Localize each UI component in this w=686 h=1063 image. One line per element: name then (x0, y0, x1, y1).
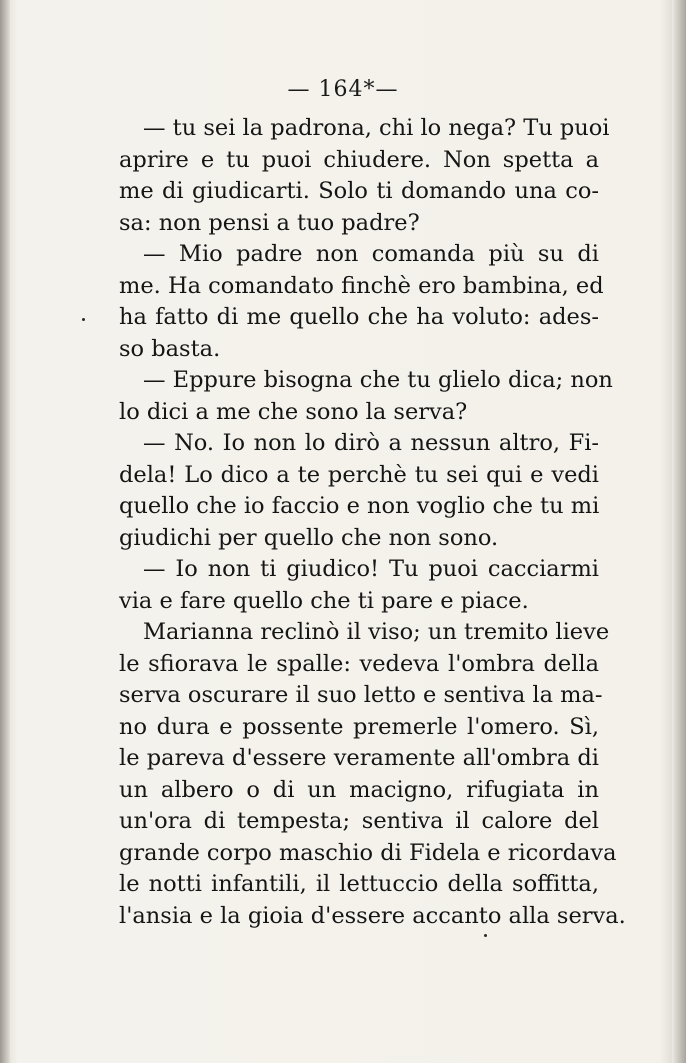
text-line: l'ansia e la gioia d'essere accanto alla serva. (119, 902, 626, 929)
text-line: quello che io faccio e non voglio che tu mi (119, 493, 600, 519)
text-line: so basta. (119, 335, 221, 362)
text-line: un albero o di un macigno, rifugiata in (119, 776, 599, 803)
text-line: — Io non ti giudico! Tu puoi cacciarmi (143, 556, 599, 582)
ink-speck (82, 318, 85, 321)
text-line: — No. Io non lo dirò a nessun altro, Fi- (143, 430, 599, 456)
text-line: ha fatto di me quello che ha voluto: ades- (119, 304, 599, 330)
text-line: me di giudicarti. Solo ti domando una co- (119, 178, 599, 204)
text-line: giudichi per quello che non sono. (119, 524, 499, 551)
text-line: le notti infantili, il lettuccio della soffitta, (119, 871, 599, 897)
text-line: le pareva d'essere veramente all'ombra di (119, 745, 599, 771)
page-number: — 164*— (287, 77, 399, 102)
text-line: sa: non pensi a tuo padre? (119, 209, 420, 236)
text-line: — Mio padre non comanda più su di (143, 241, 599, 267)
page-right-edge-shadow (672, 0, 686, 1063)
text-line: no dura e possente premerle l'omero. Sì, (119, 713, 599, 740)
text-line: via e fare quello che ti pare e piace. (119, 587, 529, 614)
text-line: serva oscurare il suo letto e sentiva la ma- (119, 682, 603, 708)
text-line: le sfiorava le spalle: vedeva l'ombra della (119, 650, 599, 677)
text-line: — Eppure bisogna che tu glielo dica; non (143, 367, 613, 393)
text-line: Marianna reclinò il viso; un tremito lieve (143, 619, 610, 645)
ink-speck (484, 934, 487, 937)
text-line: dela! Lo dico a te perchè tu sei qui e vedi (119, 461, 599, 488)
text-line: un'ora di tempesta; sentiva il calore del (119, 808, 599, 834)
text-line: grande corpo maschio di Fidela e ricordava (119, 839, 617, 866)
text-line: me. Ha comandato finchè ero bambina, ed (119, 272, 604, 299)
text-line: lo dici a me che sono la serva? (119, 398, 468, 425)
text-line: aprire e tu puoi chiudere. Non spetta a (119, 146, 599, 173)
page-left-edge-shadow (0, 0, 10, 1063)
body-text (119, 113, 626, 932)
text-line: — tu sei la padrona, chi lo nega? Tu puoi (143, 115, 610, 141)
